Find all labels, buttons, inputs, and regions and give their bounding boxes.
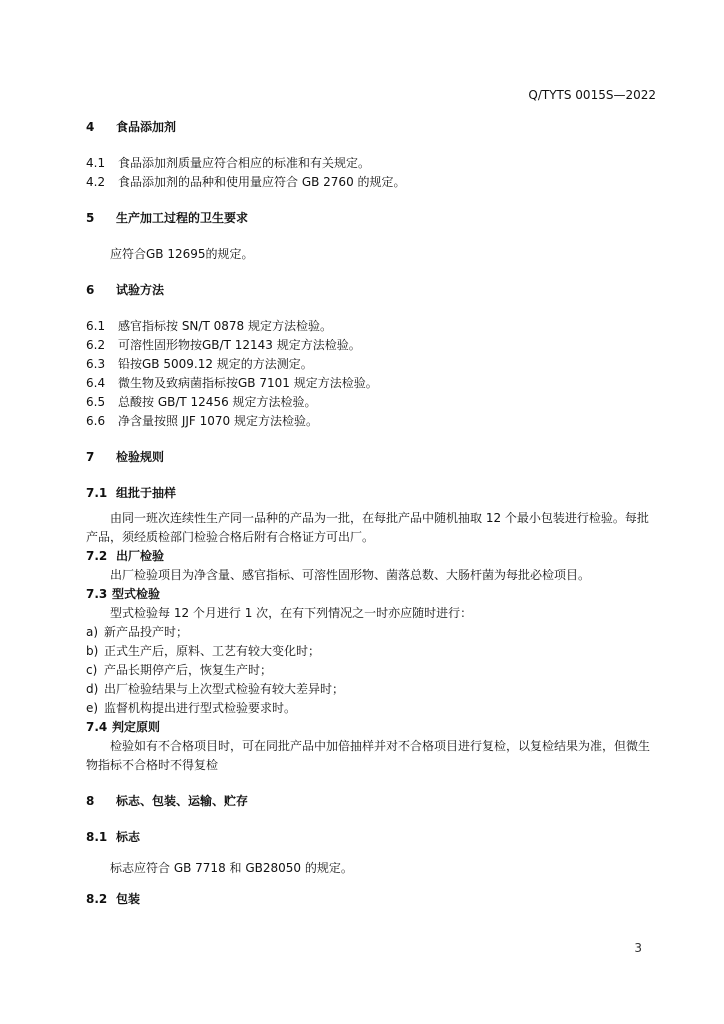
section-heading-4: 4 食品添加剂 [86, 120, 177, 134]
subsection-heading-7-2: 7.2 出厂检验 [86, 549, 165, 563]
subsection-7-4-text: 检验如有不合格项目时，可在同批产品中加倍抽样并对不合格项目进行复检，以复检结果为准，但微生物指标不合格时不得复检 [86, 739, 651, 772]
subsection-heading-7-4: 7.4 判定原则 [86, 720, 161, 734]
list-item-d: d) 出厂检验结果与上次型式检验有较大差异时； [86, 682, 345, 696]
section-heading-8: 8 标志、包装、运输、贮存 [86, 794, 249, 808]
clause-4-2: 4.2 食品添加剂的品种和使用量应符合 GB 2760 的规定。 [86, 175, 406, 189]
clause-6-2: 6.2 可溶性固形物按GB/T 12143 规定方法检验。 [86, 338, 361, 352]
subsection-heading-7-1: 7.1 组批于抽样 [86, 486, 177, 500]
page-number: 3 [634, 941, 642, 955]
subsection-7-2-text: 出厂检验项目为净含量、感官指标、可溶性固形物、菌落总数、大肠杆菌为每批必检项目。 [110, 568, 591, 582]
list-item-a: a) 新产品投产时； [86, 625, 189, 639]
subsection-heading-7-3: 7.3 型式检验 [86, 587, 161, 601]
clause-6-4: 6.4 微生物及致病菌指标按GB 7101 规定方法检验。 [86, 376, 378, 390]
section-5-text: 应符合GB 12695的规定。 [110, 247, 254, 261]
list-item-c: c) 产品长期停产后，恢复生产时； [86, 663, 273, 677]
section-heading-5: 5 生产加工过程的卫生要求 [86, 211, 249, 225]
clause-6-5: 6.5 总酸按 GB/T 12456 规定方法检验。 [86, 395, 317, 409]
subsection-heading-8-1: 8.1 标志 [86, 830, 141, 844]
clause-4-1: 4.1 食品添加剂质量应符合相应的标准和有关规定。 [86, 156, 371, 170]
subsection-heading-8-2: 8.2 包装 [86, 892, 141, 906]
subsection-7-1-text: 由同一班次连续性生产同一品种的产品为一批，在每批产品中随机抽取 12 个最小包装进行检验。每批产品，须经质检部门检验合格后附有合格证方可出厂。 [86, 511, 649, 544]
clause-6-3: 6.3 铅按GB 5009.12 规定的方法测定。 [86, 357, 313, 371]
subsection-8-1-text: 标志应符合 GB 7718 和 GB28050 的规定。 [110, 861, 353, 875]
subsection-7-3-text: 型式检验每 12 个月进行 1 次，在有下列情况之一时亦应随时进行： [110, 606, 473, 620]
list-item-e: e) 监督机构提出进行型式检验要求时。 [86, 701, 297, 715]
standard-code: Q/TYTS 0015S—2022 [528, 88, 656, 102]
document-body [86, 118, 652, 909]
clause-6-6: 6.6 净含量按照 JJF 1070 规定方法检验。 [86, 414, 318, 428]
section-heading-6: 6 试验方法 [86, 283, 165, 297]
clause-6-1: 6.1 感官指标按 SN/T 0878 规定方法检验。 [86, 319, 332, 333]
section-heading-7: 7 检验规则 [86, 450, 165, 464]
list-item-b: b) 正式生产后，原料、工艺有较大变化时； [86, 644, 321, 658]
